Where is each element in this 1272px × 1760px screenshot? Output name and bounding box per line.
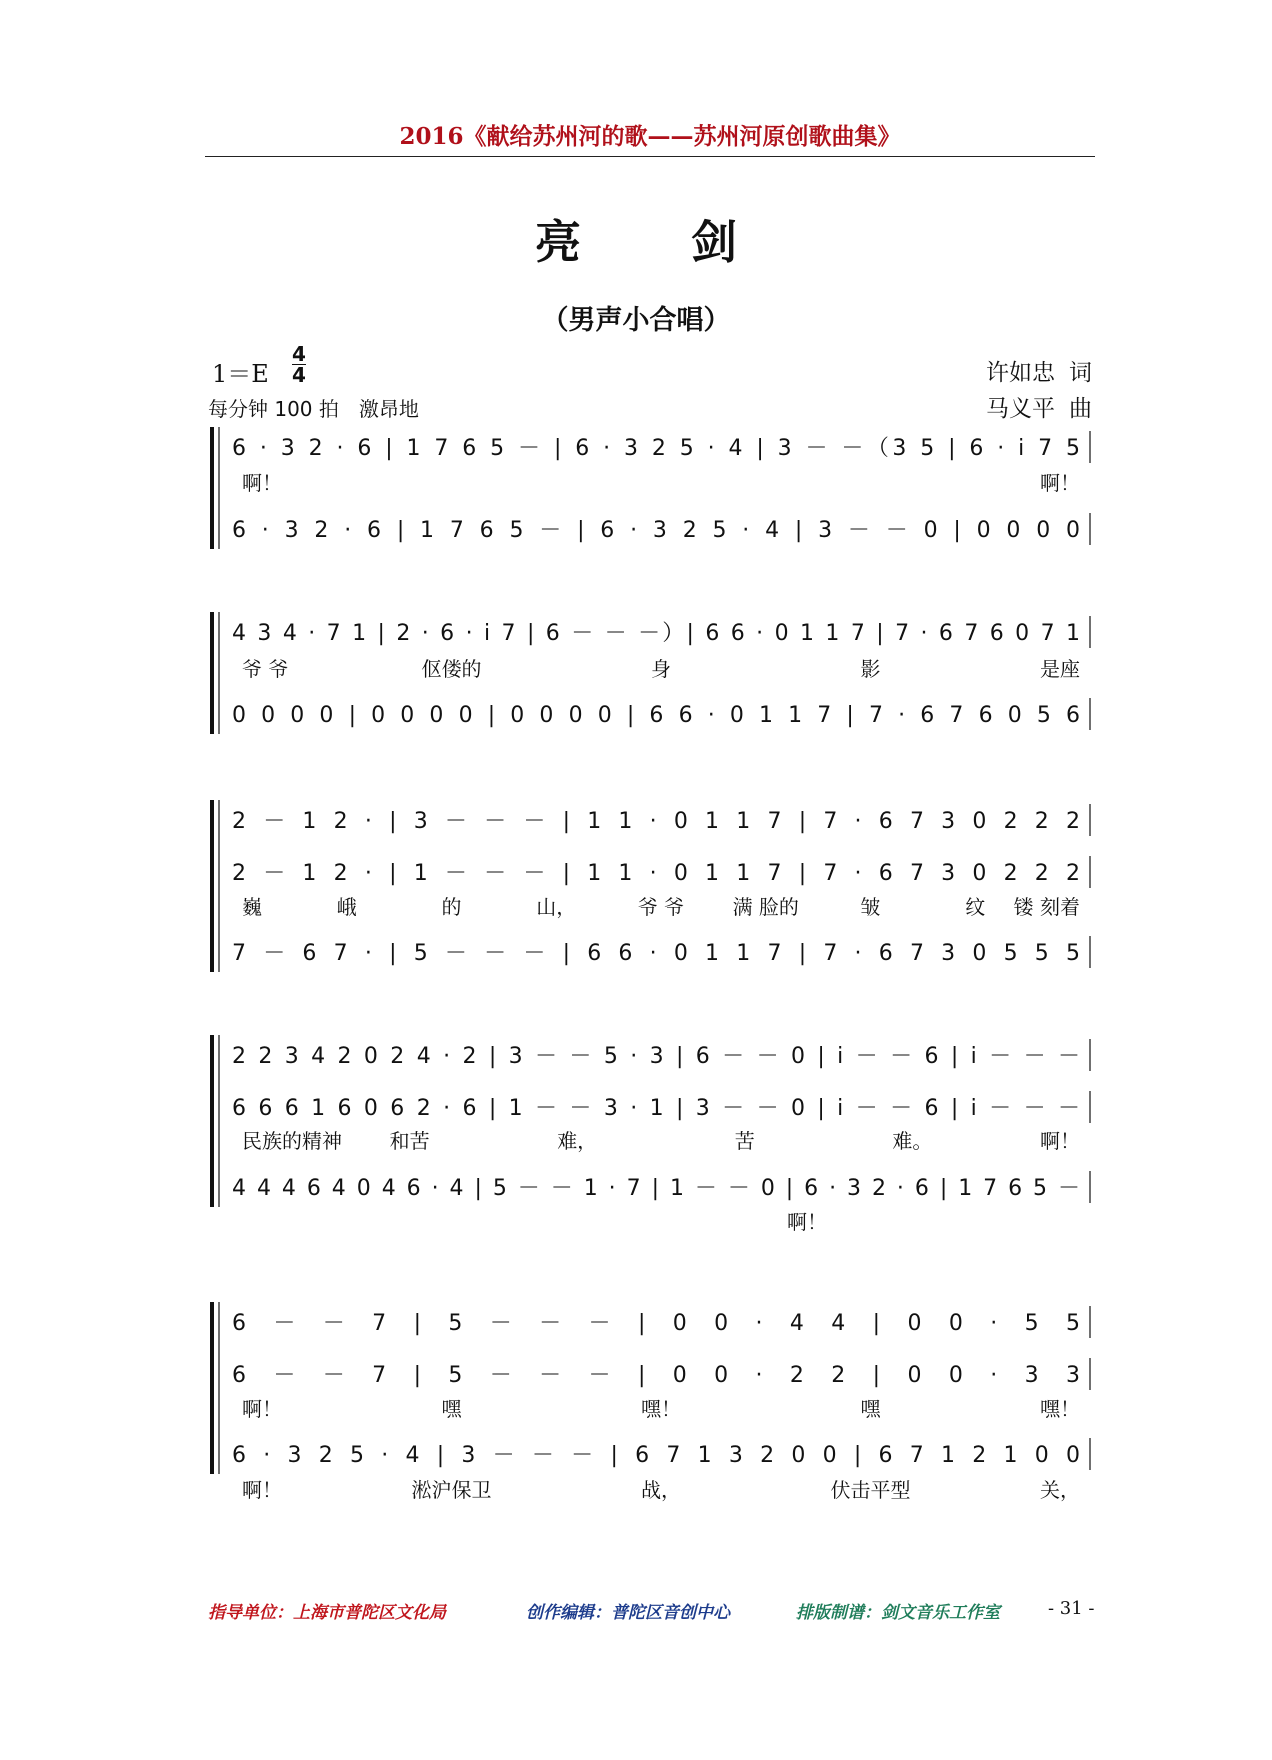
composer-name: 马义平 bbox=[986, 396, 1055, 422]
lyric-word: 嘿 bbox=[441, 1397, 462, 1421]
lyric-word: 啊！ bbox=[242, 471, 282, 495]
key-signature: 1＝E bbox=[212, 360, 269, 388]
staff-line: 6 · 3 2 5 · 4 | 3 － － － | 6 7 1 3 2 0 0 | 6 7 1 2 1 0 0 bbox=[232, 1443, 1080, 1468]
lyric-word: 啊！ bbox=[1040, 1129, 1080, 1153]
lyric-word: 啊！ bbox=[242, 1397, 282, 1421]
lyric-word: 难， bbox=[557, 1129, 598, 1153]
lyric-word: 影 bbox=[860, 657, 881, 681]
lyric-word: 的 bbox=[441, 895, 462, 919]
lyric-word: 啊！ bbox=[787, 1210, 827, 1234]
lyric-word: 是座 bbox=[1040, 657, 1080, 681]
lyricist-name: 许如忠 bbox=[986, 360, 1055, 386]
footer-guidance: 指导单位：上海市普陀区文化局 bbox=[208, 1603, 446, 1623]
lyric-word: 爷 爷 bbox=[242, 657, 289, 681]
lyric-word: 啊！ bbox=[1040, 471, 1080, 495]
lyric-word: 峨 bbox=[336, 895, 357, 919]
staff-line: 2 2 3 4 2 0 2 4 · 2 | 3 － － 5 · 3 | 6 － － 0 | i － － 6 | i － － － bbox=[232, 1044, 1081, 1069]
lyric-word: 伛偻的 bbox=[421, 657, 482, 681]
time-signature-bottom: 4 bbox=[292, 363, 306, 387]
song-subtitle: （男声小合唱） bbox=[541, 305, 731, 336]
lyric-word: 镂 刻着 bbox=[1013, 895, 1080, 919]
collection-header: 2016《献给苏州河的歌——苏州河原创歌曲集》 bbox=[399, 123, 901, 150]
lyric-word: 山， bbox=[536, 895, 577, 919]
page-number: - 31 - bbox=[1048, 1598, 1095, 1619]
lyric-word: 战， bbox=[641, 1478, 681, 1502]
lyric-word: 嘿！ bbox=[1040, 1397, 1080, 1421]
lyric-word: 皱 bbox=[860, 895, 881, 919]
staff-line: 2 － 1 2 · | 3 － － － | 1 1 · 0 1 1 7 | 7 · 6 7 3 0 2 2 2 bbox=[232, 809, 1081, 834]
lyric-word: 满 脸的 bbox=[732, 895, 799, 919]
lyric-word: 苦 bbox=[734, 1129, 755, 1153]
lyric-word: 纹 bbox=[965, 895, 986, 919]
staff-line: 6 － － 7 | 5 － － － | 0 0 · 4 4 | 0 0 · 5 5 bbox=[232, 1311, 1080, 1336]
lyric-word: 嘿！ bbox=[641, 1397, 681, 1421]
lyric-word: 伏击平型 bbox=[830, 1478, 911, 1502]
staff-line: 6 6 6 1 6 0 6 2 · 6 | 1 － － 3 · 1 | 3 － － 0 | i － － 6 | i － － － bbox=[232, 1096, 1081, 1121]
lyric-word: 难。 bbox=[892, 1129, 933, 1153]
staff-line: 4 4 4 6 4 0 4 6 · 4 | 5 － － 1 · 7 | 1 － － 0 | 6 · 3 2 · 6 | 1 7 6 5 － bbox=[232, 1176, 1080, 1201]
time-signature-top: 4 bbox=[292, 342, 306, 366]
lyric-word: 巍 bbox=[242, 895, 262, 919]
staff-line: 6 － － 7 | 5 － － － | 0 0 · 2 2 | 0 0 · 3 3 bbox=[232, 1363, 1080, 1388]
lyric-word: 淞沪保卫 bbox=[411, 1478, 492, 1502]
lyric-word: 爷 爷 bbox=[637, 895, 685, 919]
staff-line: 2 － 1 2 · | 1 － － － | 1 1 · 0 1 1 7 | 7 · 6 7 3 0 2 2 2 bbox=[232, 861, 1081, 886]
lyric-word: 身 bbox=[651, 657, 671, 681]
lyricist-role: 词 bbox=[1069, 360, 1092, 386]
footer-typesetting: 排版制谱：剑文音乐工作室 bbox=[796, 1603, 1000, 1623]
song-title: 亮剑 bbox=[535, 215, 847, 269]
footer-creation: 创作编辑：普陀区音创中心 bbox=[526, 1603, 730, 1623]
composer-role: 曲 bbox=[1069, 396, 1092, 422]
staff-line: 6 · 3 2 · 6 | 1 7 6 5 － | 6 · 3 2 5 · 4 | 3 － － 0 | 0 0 0 0 bbox=[232, 518, 1081, 543]
lyric-word: 啊！ bbox=[242, 1478, 282, 1502]
staff-line: 6 · 3 2 · 6 | 1 7 6 5 － | 6 · 3 2 5 · 4 | 3 － －（3 5 | 6 · i 7 5 bbox=[232, 436, 1080, 461]
tempo-marking: 每分钟 100 拍 激昂地 bbox=[208, 397, 419, 421]
lyric-word: 嘿 bbox=[860, 1397, 881, 1421]
lyric-word: 关， bbox=[1040, 1478, 1080, 1502]
lyric-word: 和苦 bbox=[389, 1129, 430, 1153]
staff-line: 7 － 6 7 · | 5 － － － | 6 6 · 0 1 1 7 | 7 · 6 7 3 0 5 5 5 bbox=[232, 941, 1081, 966]
staff-line: 0 0 0 0 | 0 0 0 0 | 0 0 0 0 | 6 6 · 0 1 1 7 | 7 · 6 7 6 0 5 6 bbox=[232, 703, 1080, 728]
lyric-word: 民族的精神 bbox=[242, 1129, 342, 1153]
staff-line: 4 3 4 · 7 1 | 2 · 6 · i 7 | 6 － － －）| 6 6 · 0 1 1 7 | 7 · 6 7 6 0 7 1 bbox=[232, 621, 1080, 646]
